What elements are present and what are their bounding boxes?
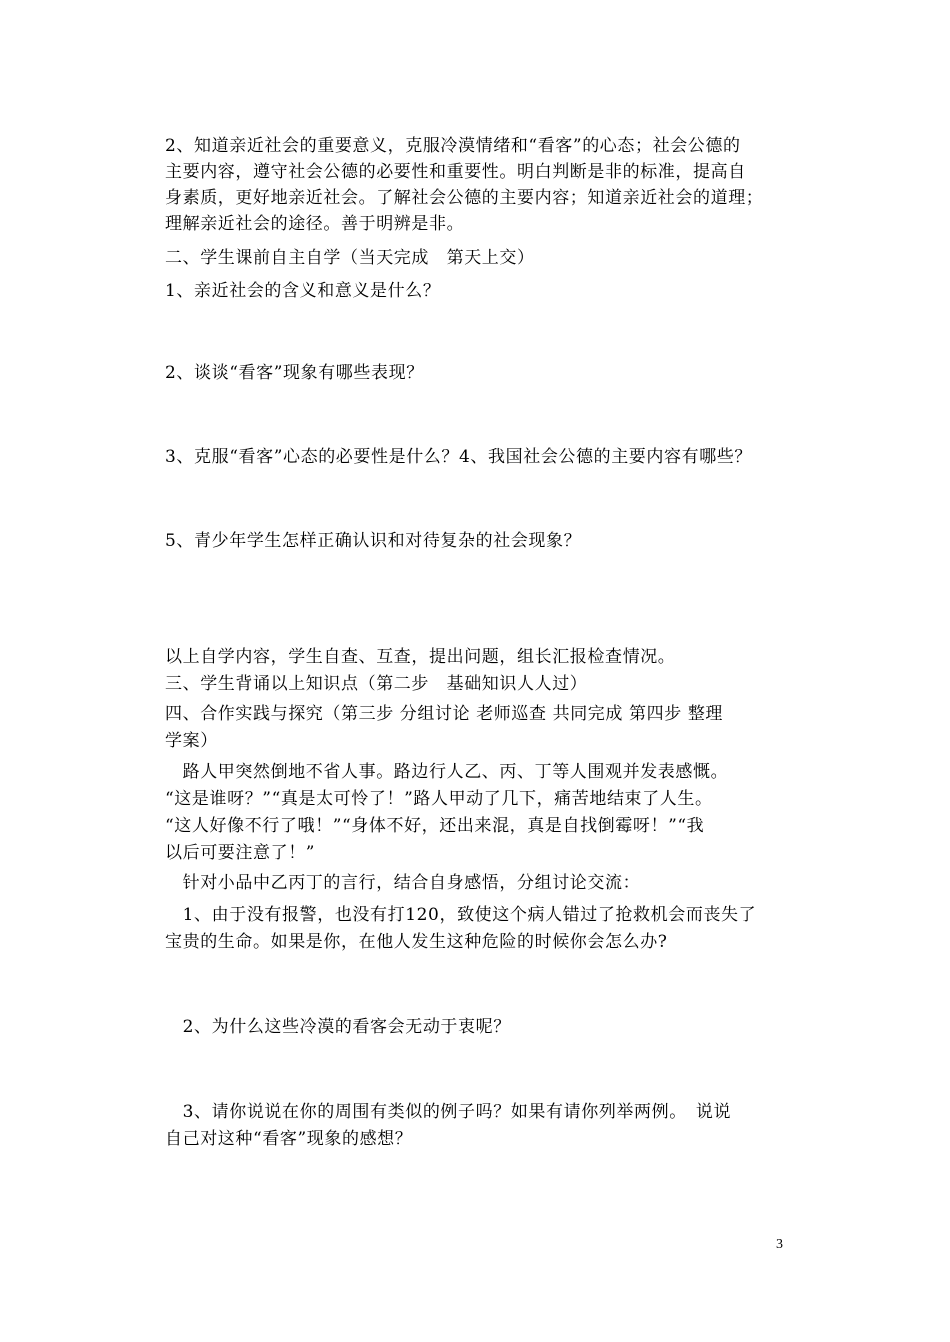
text-line: 2、知道亲近社会的重要意义，克服冷漠情绪和“看客”的心态；社会公德的 (165, 136, 741, 156)
text-line: 针对小品中乙丙丁的言行，结合自身感悟，分组讨论交流： (165, 873, 641, 893)
question-line: 3、克服“看客”心态的必要性是什么？4、我国社会公德的主要内容有哪些？ (165, 447, 753, 467)
section-heading: 二、学生课前自主自学（当天完成 第天上交） (165, 248, 535, 268)
section-heading: 学案） (165, 731, 218, 751)
question-line: 3、请你说说在你的周围有类似的例子吗？如果有请你列举两例。 说说 (165, 1102, 732, 1122)
page-number: 3 (776, 1237, 783, 1252)
text-line: “这是谁呀？”“真是太可怜了！”路人甲动了几下，痛苦地结束了人生。 (165, 789, 713, 809)
text-line: 路人甲突然倒地不省人事。路边行人乙、丙、丁等人围观并发表感慨。 (165, 762, 729, 782)
question-line: 1、亲近社会的含义和意义是什么？ (165, 281, 441, 301)
question-line: 1、由于没有报警，也没有打120，致使这个病人错过了抢救机会而丧失了 (165, 905, 757, 925)
text-line: “这人好像不行了哦！”“身体不好，还出来混，真是自找倒霉呀！”“我 (165, 816, 705, 836)
question-line: 自己对这种“看客”现象的感想？ (165, 1129, 413, 1149)
section-heading: 三、学生背诵以上知识点（第二步 基础知识人人过） (165, 674, 588, 694)
text-line: 以上自学内容，学生自查、互查，提出问题，组长汇报检查情况。 (165, 647, 676, 667)
section-heading: 四、合作实践与探究（第三步 分组讨论 老师巡查 共同完成 第四步 整理 (165, 704, 724, 724)
question-line: 5、青少年学生怎样正确认识和对待复杂的社会现象？ (165, 531, 582, 551)
text-line: 主要内容，遵守社会公德的必要性和重要性。明白判断是非的标准，提高自 (165, 162, 746, 182)
text-line: 以后可要注意了！” (165, 843, 316, 863)
question-line: 2、为什么这些冷漠的看客会无动于衷呢？ (165, 1017, 511, 1037)
text-line: 身素质，更好地亲近社会。了解社会公德的主要内容；知道亲近社会的道理； (165, 188, 764, 208)
question-line: 2、谈谈“看客”现象有哪些表现？ (165, 363, 424, 383)
text-line: 理解亲近社会的途径。善于明辨是非。 (165, 214, 465, 234)
question-line: 宝贵的生命。如果是你，在他人发生这种危险的时候你会怎么办? (165, 932, 668, 952)
